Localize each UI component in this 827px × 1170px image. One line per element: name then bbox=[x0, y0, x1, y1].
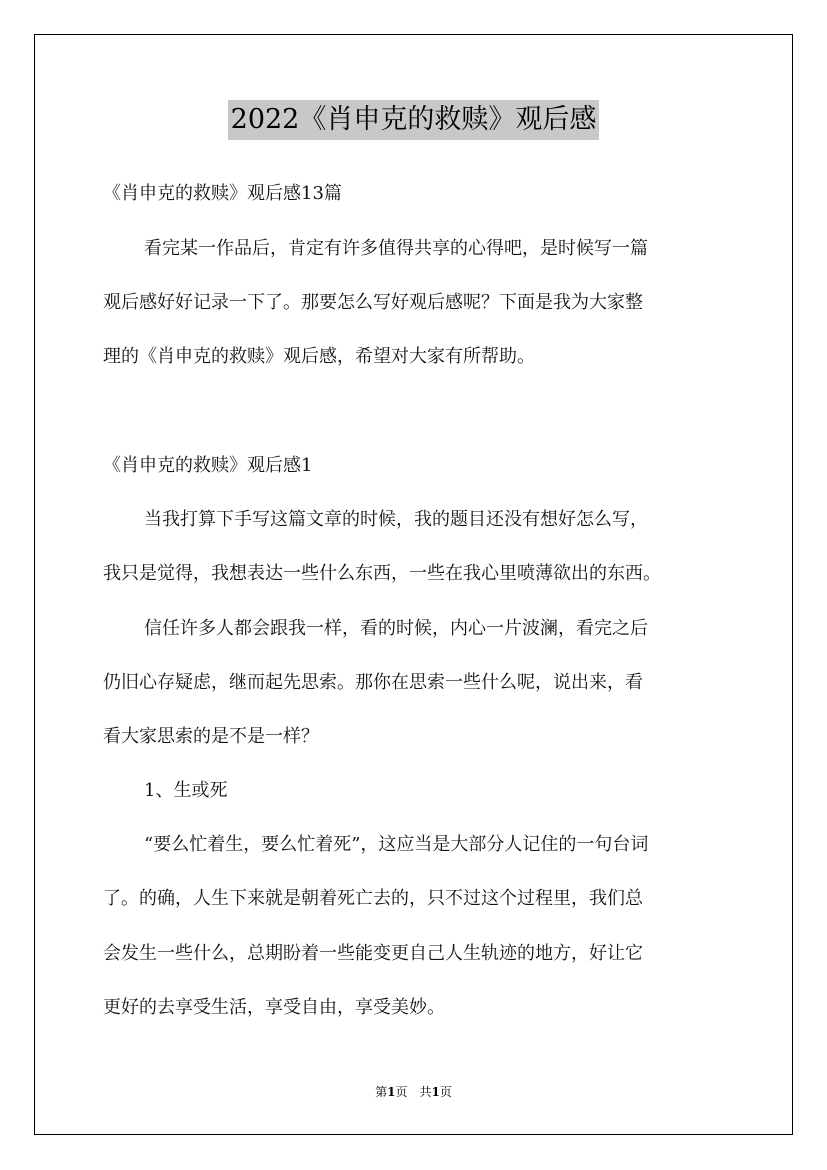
paragraph-line: 理的《肖申克的救赎》观后感，希望对大家有所帮助。 bbox=[103, 346, 535, 367]
paragraph-line: 仍旧心存疑虑，继而起先思索。那你在思索一些什么呢，说出来，看 bbox=[103, 672, 643, 693]
paragraph-line: 会发生一些什么，总期盼着一些能变更自己人生轨迹的地方，好让它 bbox=[103, 943, 643, 964]
paragraph-line: 当我打算下手写这篇文章的时候，我的题目还没有想好怎么写， bbox=[144, 509, 648, 530]
paragraph-line: 了。的确，人生下来就是朝着死亡去的，只不过这个过程里，我们总 bbox=[103, 888, 643, 909]
subsection-heading: 1、生或死 bbox=[144, 780, 228, 801]
paragraph-line: 信任许多人都会跟我一样，看的时候，内心一片波澜，看完之后 bbox=[144, 618, 648, 639]
paragraph-line: 我只是觉得，我想表达一些什么东西，一些在我心里喷薄欲出的东西。 bbox=[103, 563, 661, 584]
page-prefix: 第 bbox=[375, 1085, 388, 1099]
paragraph-line: 看大家思索的是不是一样？ bbox=[103, 726, 319, 747]
paragraph-line: “要么忙着生，要么忙着死”，这应当是大部分人记住的一句台词 bbox=[144, 834, 649, 855]
document-title: 2022《肖申克的救赎》观后感 bbox=[228, 100, 600, 140]
page-suffix: 页 bbox=[439, 1085, 452, 1099]
section-heading: 《肖申克的救赎》观后感1 bbox=[103, 455, 313, 476]
page-total: 1 bbox=[431, 1085, 440, 1099]
title-block bbox=[0, 100, 827, 140]
paragraph-line: 更好的去享受生活，享受自由，享受美妙。 bbox=[103, 997, 445, 1018]
paragraph-line: 观后感好好记录一下了。那要怎么写好观后感呢？下面是我为大家整 bbox=[103, 292, 643, 313]
page-current: 1 bbox=[387, 1085, 396, 1099]
subtitle-heading: 《肖申克的救赎》观后感13篇 bbox=[103, 183, 342, 204]
paragraph-line: 看完某一作品后，肯定有许多值得共享的心得吧，是时候写一篇 bbox=[144, 238, 648, 259]
page-mid: 页 共 bbox=[395, 1085, 432, 1099]
page-footer bbox=[0, 1083, 827, 1100]
